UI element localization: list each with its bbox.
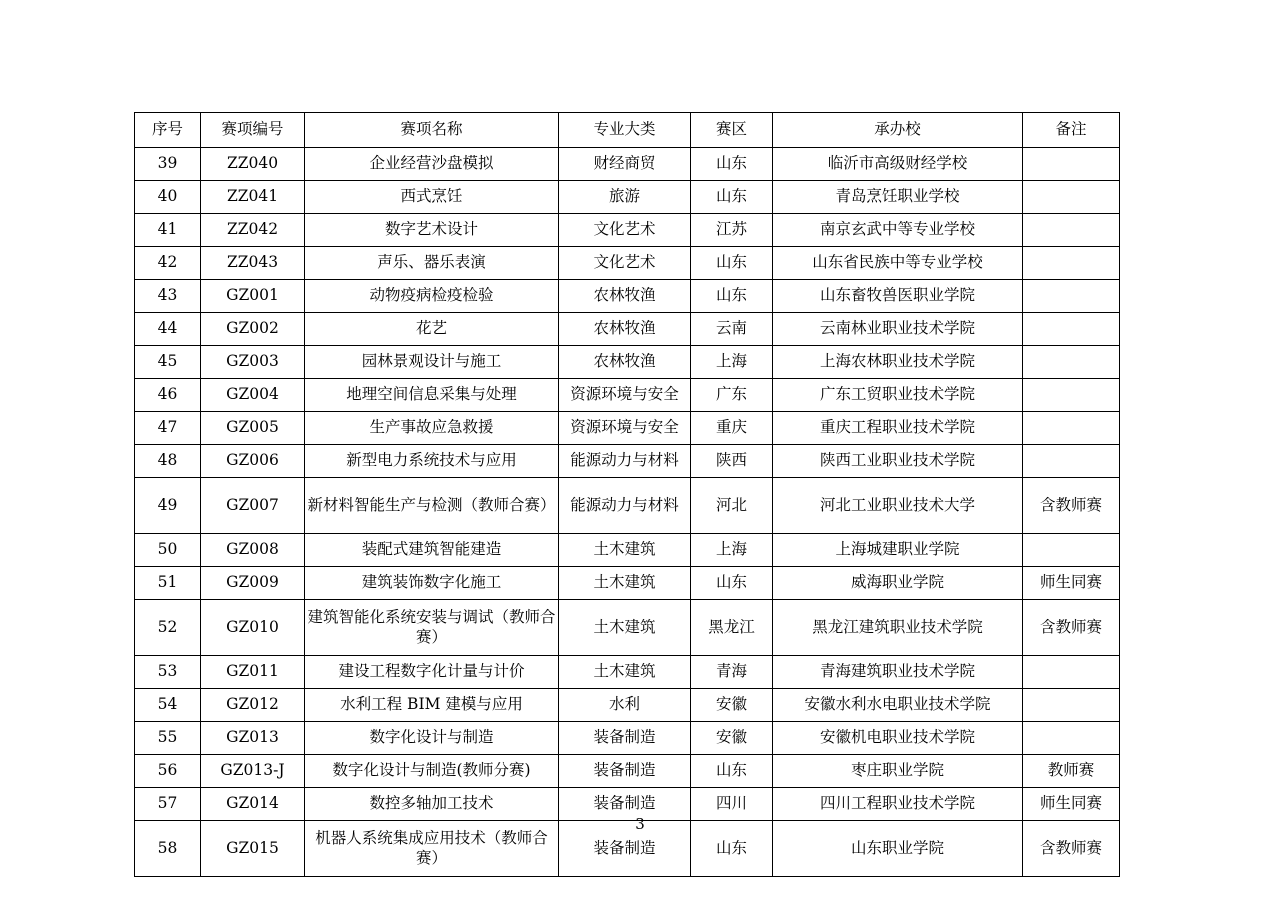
cell-seq: 54 (135, 689, 201, 722)
cell-host: 安徽机电职业技术学院 (773, 722, 1023, 755)
table-row (135, 148, 1120, 181)
cell-name: 数字化设计与制造 (305, 722, 559, 755)
table-row (135, 656, 1120, 689)
cell-major: 文化艺术 (559, 247, 691, 280)
cell-zone: 广东 (691, 379, 773, 412)
cell-zone: 山东 (691, 821, 773, 877)
cell-name: 建筑装饰数字化施工 (305, 567, 559, 600)
cell-code: GZ006 (201, 445, 305, 478)
cell-zone: 四川 (691, 788, 773, 821)
cell-name: 数字艺术设计 (305, 214, 559, 247)
table-row (135, 600, 1120, 656)
cell-name: 新型电力系统技术与应用 (305, 445, 559, 478)
competition-table (134, 112, 1120, 877)
column-header-code: 赛项编号 (201, 113, 305, 148)
cell-seq: 48 (135, 445, 201, 478)
cell-host: 上海城建职业学院 (773, 534, 1023, 567)
cell-seq: 47 (135, 412, 201, 445)
cell-remark: 师生同赛 (1023, 788, 1120, 821)
cell-seq: 51 (135, 567, 201, 600)
cell-code: GZ003 (201, 346, 305, 379)
cell-remark (1023, 280, 1120, 313)
cell-code: GZ007 (201, 478, 305, 534)
cell-code: GZ005 (201, 412, 305, 445)
cell-host: 威海职业学院 (773, 567, 1023, 600)
column-header-host: 承办校 (773, 113, 1023, 148)
cell-name: 园林景观设计与施工 (305, 346, 559, 379)
cell-remark (1023, 181, 1120, 214)
cell-code: GZ008 (201, 534, 305, 567)
cell-remark (1023, 412, 1120, 445)
cell-major: 土木建筑 (559, 600, 691, 656)
cell-zone: 山东 (691, 755, 773, 788)
table-row (135, 689, 1120, 722)
cell-remark: 含教师赛 (1023, 821, 1120, 877)
cell-name: 数控多轴加工技术 (305, 788, 559, 821)
cell-seq: 45 (135, 346, 201, 379)
cell-zone: 安徽 (691, 722, 773, 755)
table-row (135, 280, 1120, 313)
cell-seq: 58 (135, 821, 201, 877)
cell-code: GZ001 (201, 280, 305, 313)
cell-seq: 55 (135, 722, 201, 755)
cell-remark (1023, 656, 1120, 689)
cell-name: 花艺 (305, 313, 559, 346)
cell-zone: 陕西 (691, 445, 773, 478)
cell-major: 土木建筑 (559, 567, 691, 600)
cell-code: GZ013 (201, 722, 305, 755)
table-row (135, 722, 1120, 755)
cell-zone: 江苏 (691, 214, 773, 247)
table-row (135, 478, 1120, 534)
cell-seq: 40 (135, 181, 201, 214)
column-header-name: 赛项名称 (305, 113, 559, 148)
cell-remark (1023, 247, 1120, 280)
cell-remark (1023, 534, 1120, 567)
cell-zone: 上海 (691, 534, 773, 567)
cell-zone: 山东 (691, 148, 773, 181)
cell-remark (1023, 722, 1120, 755)
cell-host: 重庆工程职业技术学院 (773, 412, 1023, 445)
table-header (135, 113, 1120, 148)
cell-major: 资源环境与安全 (559, 379, 691, 412)
cell-zone: 上海 (691, 346, 773, 379)
cell-zone: 黑龙江 (691, 600, 773, 656)
cell-code: ZZ042 (201, 214, 305, 247)
page-number: 3 (635, 815, 645, 833)
cell-remark: 含教师赛 (1023, 600, 1120, 656)
cell-name: 建筑智能化系统安装与调试（教师合赛） (305, 600, 559, 656)
cell-code: ZZ040 (201, 148, 305, 181)
cell-code: GZ009 (201, 567, 305, 600)
cell-seq: 53 (135, 656, 201, 689)
table-row (135, 247, 1120, 280)
cell-code: ZZ043 (201, 247, 305, 280)
cell-zone: 安徽 (691, 689, 773, 722)
cell-seq: 39 (135, 148, 201, 181)
cell-seq: 43 (135, 280, 201, 313)
cell-major: 土木建筑 (559, 534, 691, 567)
cell-seq: 57 (135, 788, 201, 821)
cell-host: 云南林业职业技术学院 (773, 313, 1023, 346)
table-row (135, 313, 1120, 346)
column-header-major: 专业大类 (559, 113, 691, 148)
cell-host: 青岛烹饪职业学校 (773, 181, 1023, 214)
cell-remark (1023, 379, 1120, 412)
table-row (135, 755, 1120, 788)
cell-name: 地理空间信息采集与处理 (305, 379, 559, 412)
cell-code: GZ010 (201, 600, 305, 656)
cell-zone: 青海 (691, 656, 773, 689)
cell-seq: 41 (135, 214, 201, 247)
cell-name: 企业经营沙盘模拟 (305, 148, 559, 181)
cell-code: GZ013-J (201, 755, 305, 788)
cell-host: 山东职业学院 (773, 821, 1023, 877)
cell-seq: 44 (135, 313, 201, 346)
cell-code: GZ014 (201, 788, 305, 821)
cell-zone: 重庆 (691, 412, 773, 445)
cell-remark (1023, 214, 1120, 247)
cell-seq: 56 (135, 755, 201, 788)
cell-major: 装备制造 (559, 821, 691, 877)
cell-zone: 山东 (691, 567, 773, 600)
cell-remark (1023, 346, 1120, 379)
table-row (135, 445, 1120, 478)
cell-zone: 河北 (691, 478, 773, 534)
cell-major: 文化艺术 (559, 214, 691, 247)
cell-code: GZ002 (201, 313, 305, 346)
cell-major: 装备制造 (559, 722, 691, 755)
cell-major: 能源动力与材料 (559, 478, 691, 534)
table-row (135, 412, 1120, 445)
cell-host: 枣庄职业学院 (773, 755, 1023, 788)
cell-host: 南京玄武中等专业学校 (773, 214, 1023, 247)
column-header-seq: 序号 (135, 113, 201, 148)
table-header-row (135, 113, 1120, 148)
cell-zone: 山东 (691, 247, 773, 280)
cell-host: 山东畜牧兽医职业学院 (773, 280, 1023, 313)
cell-code: GZ012 (201, 689, 305, 722)
cell-remark: 教师赛 (1023, 755, 1120, 788)
cell-name: 水利工程 BIM 建模与应用 (305, 689, 559, 722)
cell-major: 财经商贸 (559, 148, 691, 181)
cell-major: 装备制造 (559, 755, 691, 788)
cell-remark (1023, 148, 1120, 181)
cell-host: 广东工贸职业技术学院 (773, 379, 1023, 412)
cell-remark: 含教师赛 (1023, 478, 1120, 534)
cell-major: 能源动力与材料 (559, 445, 691, 478)
cell-name: 数字化设计与制造(教师分赛) (305, 755, 559, 788)
cell-code: GZ011 (201, 656, 305, 689)
cell-name: 建设工程数字化计量与计价 (305, 656, 559, 689)
cell-zone: 云南 (691, 313, 773, 346)
cell-seq: 42 (135, 247, 201, 280)
cell-host: 青海建筑职业技术学院 (773, 656, 1023, 689)
cell-host: 上海农林职业技术学院 (773, 346, 1023, 379)
cell-major: 水利 (559, 689, 691, 722)
cell-major: 农林牧渔 (559, 313, 691, 346)
cell-code: ZZ041 (201, 181, 305, 214)
table-row (135, 567, 1120, 600)
cell-remark (1023, 445, 1120, 478)
cell-host: 山东省民族中等专业学校 (773, 247, 1023, 280)
cell-name: 新材料智能生产与检测（教师合赛） (305, 478, 559, 534)
competition-table-container (134, 112, 1119, 877)
cell-zone: 山东 (691, 181, 773, 214)
cell-major: 装备制造 (559, 788, 691, 821)
cell-code: GZ015 (201, 821, 305, 877)
table-body (135, 148, 1120, 877)
cell-remark (1023, 313, 1120, 346)
column-header-zone: 赛区 (691, 113, 773, 148)
cell-name: 西式烹饪 (305, 181, 559, 214)
cell-major: 农林牧渔 (559, 346, 691, 379)
cell-seq: 46 (135, 379, 201, 412)
table-row (135, 534, 1120, 567)
cell-seq: 50 (135, 534, 201, 567)
cell-host: 安徽水利水电职业技术学院 (773, 689, 1023, 722)
cell-host: 黑龙江建筑职业技术学院 (773, 600, 1023, 656)
cell-name: 机器人系统集成应用技术（教师合赛） (305, 821, 559, 877)
cell-major: 土木建筑 (559, 656, 691, 689)
table-row (135, 379, 1120, 412)
table-row (135, 181, 1120, 214)
cell-host: 陕西工业职业技术学院 (773, 445, 1023, 478)
cell-remark: 师生同赛 (1023, 567, 1120, 600)
cell-code: GZ004 (201, 379, 305, 412)
cell-major: 农林牧渔 (559, 280, 691, 313)
cell-seq: 52 (135, 600, 201, 656)
table-row (135, 214, 1120, 247)
cell-name: 动物疫病检疫检验 (305, 280, 559, 313)
cell-seq: 49 (135, 478, 201, 534)
cell-name: 生产事故应急救援 (305, 412, 559, 445)
cell-zone: 山东 (691, 280, 773, 313)
cell-name: 装配式建筑智能建造 (305, 534, 559, 567)
cell-host: 河北工业职业技术大学 (773, 478, 1023, 534)
cell-host: 临沂市高级财经学校 (773, 148, 1023, 181)
table-row (135, 346, 1120, 379)
cell-major: 资源环境与安全 (559, 412, 691, 445)
cell-host: 四川工程职业技术学院 (773, 788, 1023, 821)
cell-remark (1023, 689, 1120, 722)
cell-name: 声乐、器乐表演 (305, 247, 559, 280)
column-header-remark: 备注 (1023, 113, 1120, 148)
cell-major: 旅游 (559, 181, 691, 214)
